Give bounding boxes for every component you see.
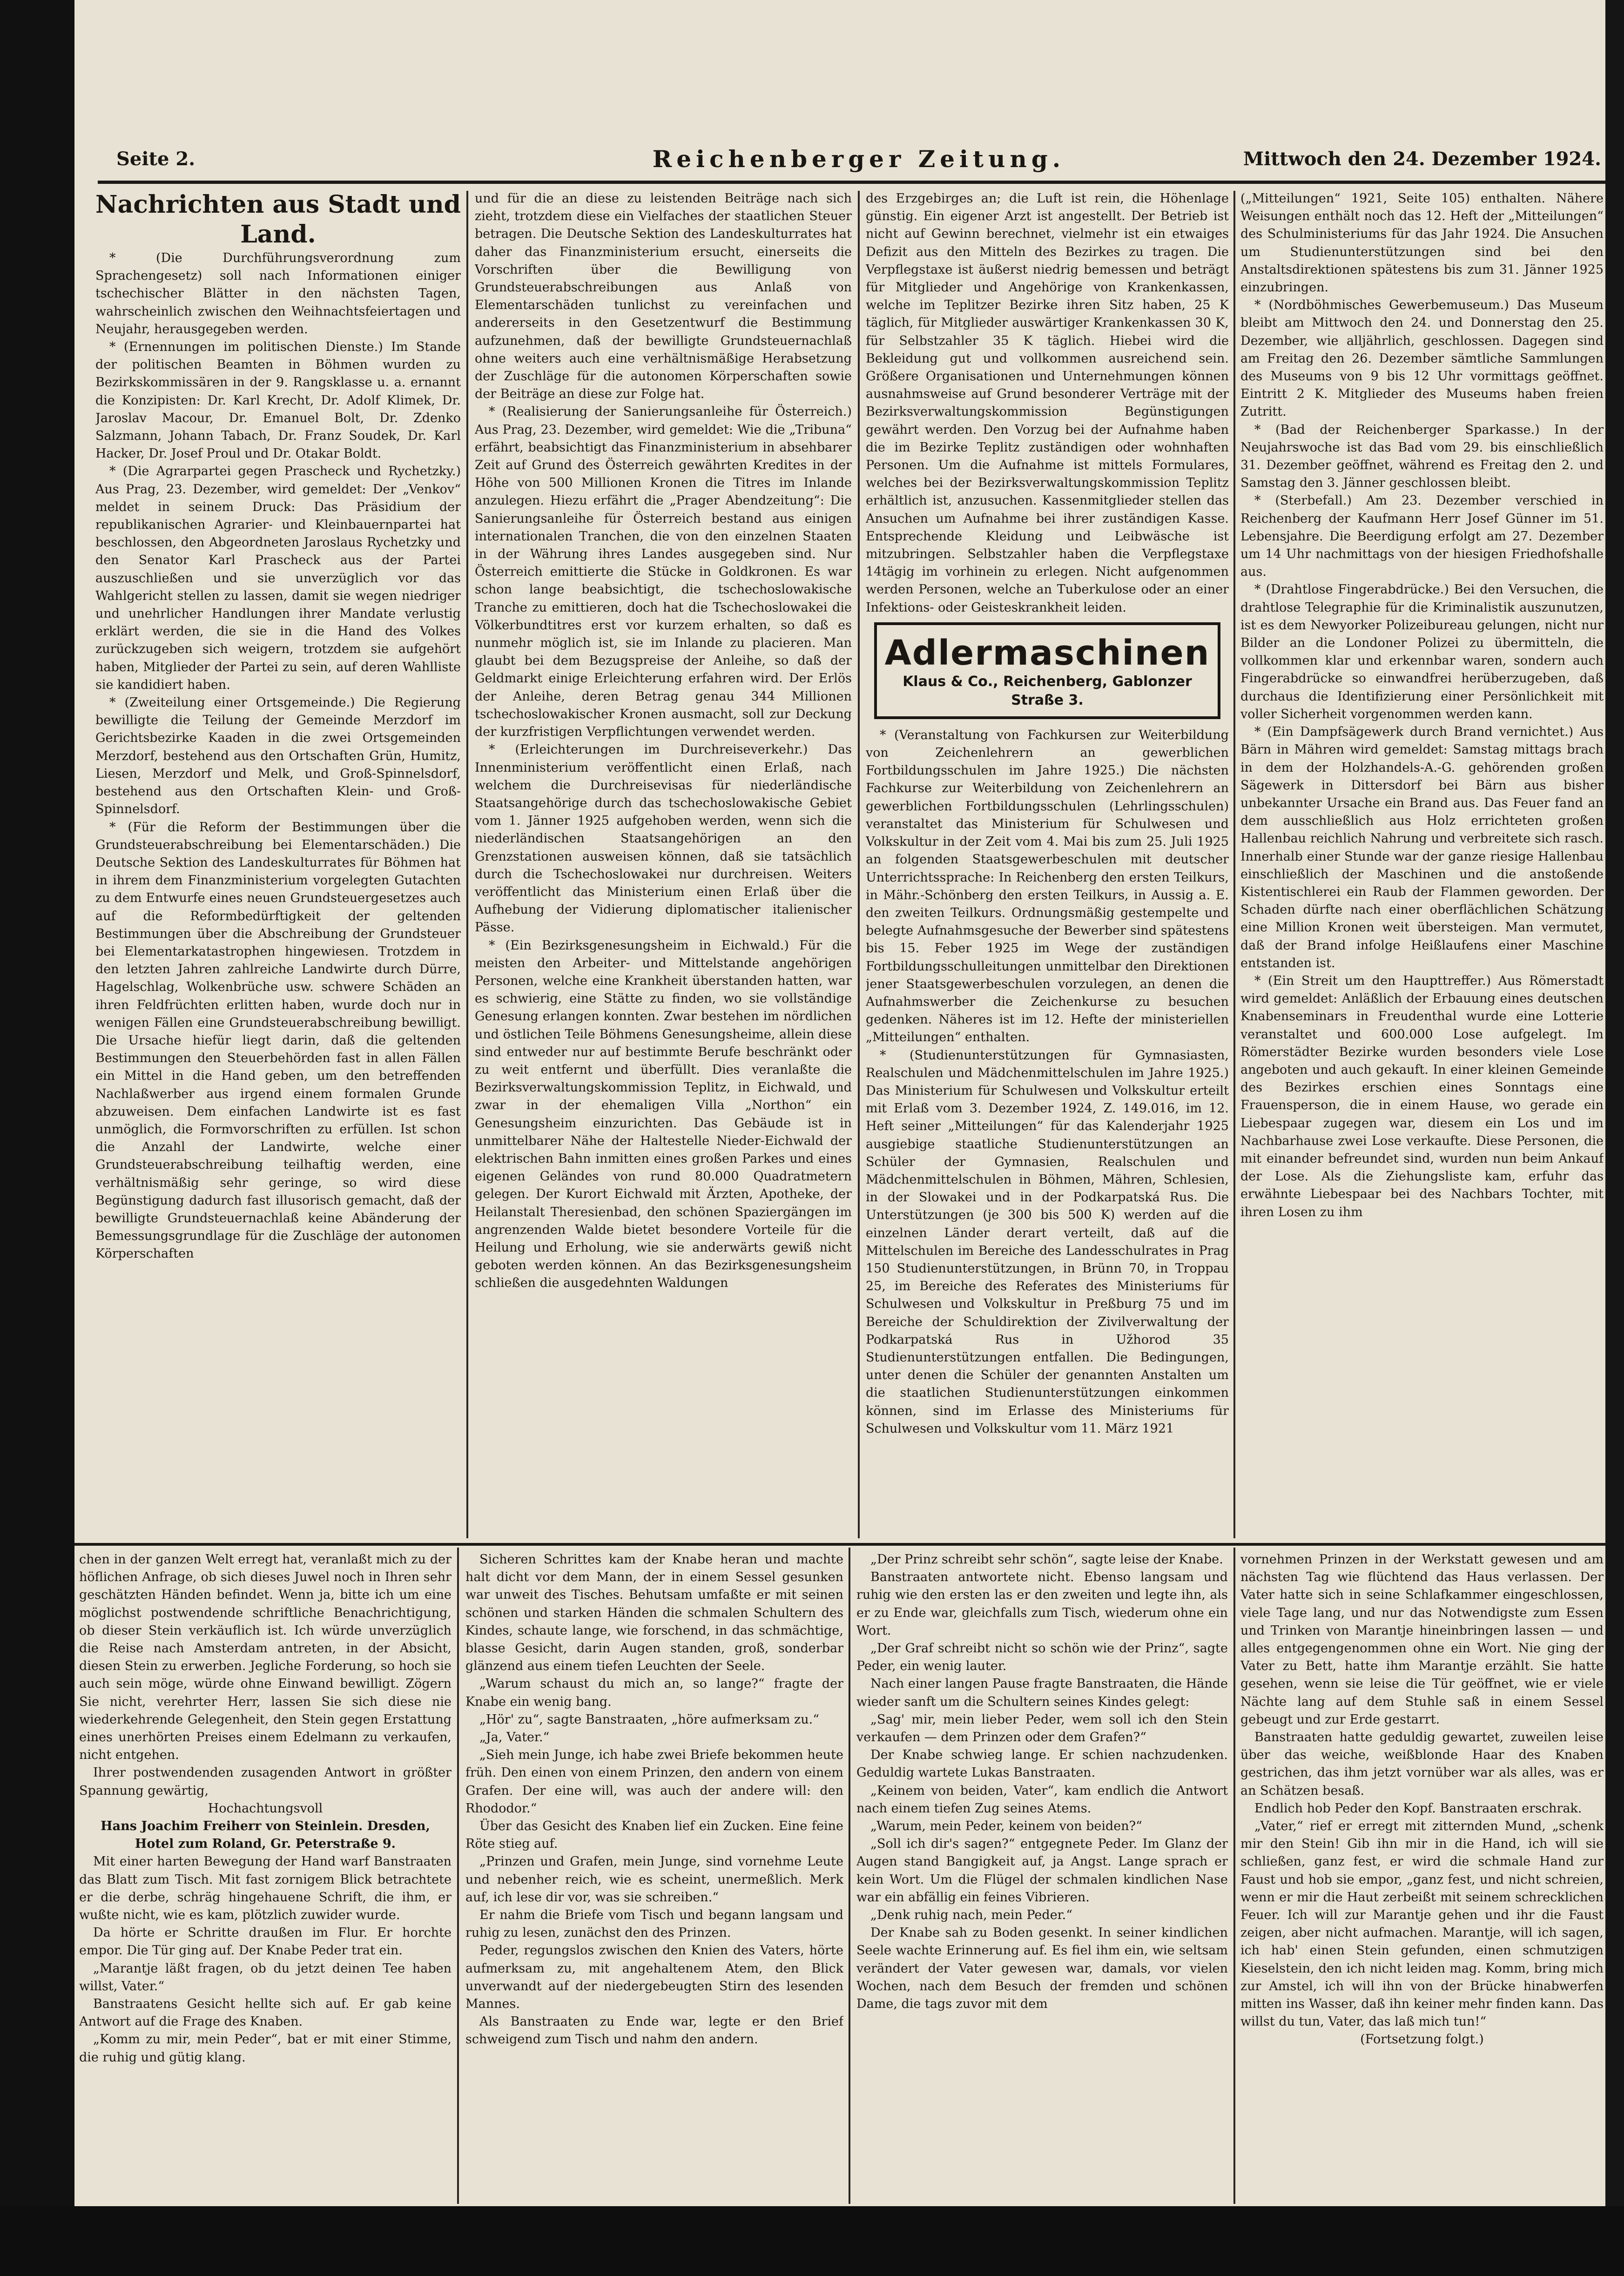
story-paragraph: Sicheren Schrittes kam der Knabe heran und machte halt dicht vor dem Mann, der in einem Sessel gesunken war unweit des Tisches. Behutsam umfaßte er mit seinen schönen und starken Händen die schmalen Schultern des Kindes, schaute lange, wie forschend, in das schmächtige, blasse Gesicht, darin Augen standen, groß, sonderbar glänzend aus einem tiefen Leuchten der Seele. bbox=[465, 1552, 843, 1674]
story-column-3 bbox=[856, 1551, 1228, 2205]
column-rule bbox=[1233, 191, 1235, 1538]
story-paragraph: „Marantje läßt fragen, ob du jetzt deinen Tee haben willst, Vater.“ bbox=[79, 1961, 451, 1993]
column-3 bbox=[866, 190, 1229, 1540]
article: * (Erleichterungen im Durchreiseverkehr.) Das Innenministerium veröffentlicht einen Erlaß, nach welchem die Durchreisevisas für niederländische Staatsangehörige durch das tschechoslowakische Gebiet vom 1. Jänner 1925 aufgehoben werden, wenn sich die niederländischen Staatsangehörigen an den Grenzstationen ausweisen können, daß sie tatsächlich durch die Tschechoslowakei nur durchreisen. Weiters veröffentlicht das Ministerium einen Erlaß über die Aufhebung der Vidierung diplomatischer italienischer Pässe. bbox=[475, 742, 852, 935]
article: * (Ein Streit um den Haupttreffer.) Aus Römerstadt wird gemeldet: Anläßlich der Erbauung eines deutschen Knabenseminars in Freudenthal wurde eine Lotterie veranstaltet und 600.000 Lose aufgelegt. Im Römerstädter Bezirke wurden besonders viele Lose angeboten und auch gekauft. In einer kleinen Gemeinde des Bezirkes erschien eines Sonntags eine Frauensperson, die in einem Hause, wo gerade ein Liebespaar zugegen war, diesem ein Los und im Nachbarhause zwei Lose verkaufte. Diese Personen, die mit einander befreundet sind, wurden nun beim Ankauf der Lose. Als die Ziehungsliste kam, erfuhr das erwähnte Liebespaar bei des Nachbars Tochter, mit ihren Losen zu ihm bbox=[1240, 973, 1604, 1219]
story-paragraph: Der Knabe schwieg lange. Er schien nachzudenken. Geduldig wartete Lukas Banstraaten. bbox=[856, 1748, 1228, 1780]
column-rule bbox=[858, 191, 860, 1538]
column-2 bbox=[475, 190, 852, 1540]
story-signature: Hans Joachim Freiherr von Steinlein. Dresden, Hotel zum Roland, Gr. Peterstraße 9. bbox=[101, 1819, 430, 1852]
article: * (Drahtlose Fingerabdrücke.) Bei den Versuchen, die drahtlose Telegraphie für die Kriminalistik auszunutzen, ist es dem Newyorker Polizeibureau gelungen, nicht nur Bilder an die Londoner Polizei zu übermitteln, die vollkommen klar und erkennbar waren, sondern auch Fingerabdrücke so einwandfrei herüberzugeben, daß durchaus die Identifizierung einer Persönlichkeit mit voller Sicherheit vorgenommen werden kann. bbox=[1240, 582, 1604, 721]
ad-address: Klaus & Co., Reichenberg, Gablonzer Straße 3. bbox=[903, 673, 1192, 708]
story-paragraph: Peder, regungslos zwischen den Knien des Vaters, hörte aufmerksam zu, mit angehaltenem Atem, den Blick unverwandt auf der niedergebeugten Stirn des lesenden Mannes. bbox=[465, 1943, 843, 2012]
column-4 bbox=[1240, 190, 1604, 1540]
article: * (Sterbefall.) Am 23. Dezember verschied in Reichenberg der Kaufmann Herr Josef Günner im 51. Lebensjahre. Die Beerdigung erfolgt am 27. Dezember um 14 Uhr nachmittags von der hiesigen Friedhofshalle aus. bbox=[1240, 493, 1604, 579]
story-column-1 bbox=[79, 1551, 451, 2205]
section-heading: Nachrichten aus Stadt und Land. bbox=[95, 190, 461, 249]
issue-date: Mittwoch den 24. Dezember 1924. bbox=[1243, 148, 1601, 170]
article: * (Veranstaltung von Fachkursen zur Weiterbildung von Zeichenlehrern an gewerblichen Fortbildungsschulen im Jahre 1925.) Die nächsten Fachkurse zur Weiterbildung von Zeichenlehrern an gewerblichen Fortbildungsschulen (Lehrlingsschulen) veranstaltet das Ministerium für Schulwesen und Volkskultur in der Zeit vom 4. Mai bis zum 25. Juli 1925 an folgenden Staatsgewerbeschulen mit deutscher Unterrichtssprache: In Reichenberg den ersten Teilkurs, in Mähr.-Schönberg den ersten Teilkurs, in Aussig a. E. den zweiten Teilkurs. Ordnungsmäßig gestempelte und belegte Aufnahmsgesuche der Bewerber sind spätestens bis 15. Feber 1925 im Wege der zuständigen Fortbildungsschulleitungen unmittelbar den Direktionen jener Staatsgewerbeschulen vorzulegen, an denen die Aufnahmswerber die Zeichenkurse zu besuchen gedenken. Näheres ist im 12. Hefte der ministeriellen „Mitteilungen“ enthalten. bbox=[866, 727, 1229, 1045]
column-rule bbox=[466, 191, 468, 1538]
masthead-rule bbox=[98, 181, 1606, 184]
story-paragraph: „Hör' zu“, sagte Banstraaten, „höre aufmerksam zu.“ bbox=[479, 1712, 820, 1727]
story-paragraph: Banstraaten antwortete nicht. Ebenso langsam und ruhig wie den ersten las er den zweiten und legte ihn, als er zu Ende war, gleichfalls zum Tisch, wiederum ohne ein Wort. bbox=[856, 1570, 1228, 1638]
story-paragraph: „Denk ruhig nach, mein Peder.“ bbox=[870, 1908, 1073, 1923]
ad-title: Adlermaschinen bbox=[884, 633, 1210, 673]
story-paragraph: chen in der ganzen Welt erregt hat, veranlaßt mich zu der höflichen Anfrage, ob sich dieses Juwel noch in Ihren sehr geschätzten Händen befindet. Wenn ja, bitte ich um eine möglichst postwendende schriftliche Benachrichtigung, ob dieser Stein verkäuflich ist. Ich würde unverzüglich die Reise nach Amsterdam antreten, in der Absicht, diesen Stein zu erwerben. Jegliche Forderung, so hoch sie auch sein möge, würde ohne Einwand bewilligt. Zögern Sie nicht, verehrter Herr, lassen Sie sich diese nie wiederkehrende Gelegenheit, den Stein gegen Erstattung eines unerhörten Preises einem Edelmann zu verkaufen, nicht entgehen. bbox=[79, 1552, 451, 1763]
scan-edge bbox=[1605, 0, 1624, 2276]
story-paragraph: „Sieh mein Junge, ich habe zwei Briefe bekommen heute früh. Den einen von einem Prinzen, den andern von einem Grafen. Der eine will, was auch der andere will: den Rhododor.“ bbox=[465, 1748, 843, 1816]
article-continuation: des Erzgebirges an; die Luft ist rein, die Höhenlage günstig. Ein eigener Arzt ist angestellt. Der Betrieb ist nicht auf Gewinn berechnet, vielmehr ist ein etwaiges Defizit aus den Mitteln des Bezirkes zu tragen. Die Verpflegstaxe ist äußerst niedrig bemessen und beträgt für Mitglieder und Angehörige von Krankenkassen, welche im Teplitzer Bezirke ihren Sitz haben, 25 K täglich, für Mitglieder auswärtiger Krankenkassen 30 K, für Selbstzahler 35 K täglich. Hiebei wird die Bekleidung gut und vollkommen ausreichend sein. Größere Organisationen und Unternehmungen können ausnahmsweise auf Grund besonderer Verträge mit der Bezirksverwaltungskommission Begünstigungen gewährt werden. Den Vorzug bei der Aufnahme haben die im Bezirke Teplitz zuständigen oder wohnhaften Personen. Um die Aufnahme ist mittels Formulares, welches bei der Bezirksverwaltungskommission Teplitz erhältlich ist, anzusuchen. Kassenmitglieder stellen das Ansuchen um Aufnahme bei ihrer zuständigen Kasse. Entsprechende Kleidung und Leibwäsche ist mitzubringen. Selbstzahler haben die Verpflegstaxe 14tägig im vorhinein zu erlegen. Nicht aufgenommen werden Personen, welche an Tuberkulose oder an einer Infektions- oder Geisteskrankheit leiden. bbox=[866, 191, 1229, 615]
story-paragraph: Endlich hob Peder den Kopf. Banstraaten erschrak. bbox=[1254, 1801, 1582, 1816]
story-paragraph: Ihrer postwendenden zusagenden Antwort in größter Spannung gewärtig, bbox=[79, 1765, 451, 1798]
story-paragraph: „Sag' mir, mein lieber Peder, wem soll ich den Stein verkaufen — dem Prinzen oder dem Grafen?“ bbox=[856, 1712, 1228, 1745]
article: * (Ein Dampfsägewerk durch Brand vernichtet.) Aus Bärn in Mähren wird gemeldet: Samstag mittags brach in dem der Holzhandels-A.-G. gehörenden großen Sägewerk in Dittersdorf bei Bärn aus bisher unbekannter Ursache ein Brand aus. Das Feuer fand an dem ausschließlich aus Holz errichteten großen Hallenbau reichlich Nahrung und verbreitete sich rasch. Innerhalb einer Stunde war der ganze riesige Hallenbau einschließlich der Maschinen und die anstoßende Kistentischlerei ein Raub der Flammen geworden. Der Schaden dürfte nach einer oberflächlichen Schätzung eine Million Kronen weit übersteigen. Man vermutet, daß der Brand infolge Heißlaufens einer Maschine entstanden ist. bbox=[1240, 725, 1604, 970]
story-paragraph: Nach einer langen Pause fragte Banstraaten, die Hände wieder sanft um die Schultern seines Kindes gelegt: bbox=[856, 1677, 1228, 1709]
newspaper-title: Reichenberger Zeitung. bbox=[652, 145, 1065, 173]
article: * (Bad der Reichenberger Sparkasse.) In der Neujahrswoche ist das Bad vom 29. bis einschließlich 31. Dezember geöffnet, während es Freitag den 2. und Samstag den 3. Jänner geschlossen bleibt. bbox=[1240, 422, 1604, 491]
story-paragraph: „Ja, Vater.“ bbox=[479, 1730, 550, 1745]
article-continuation: („Mitteilungen“ 1921, Seite 105) enthalten. Nähere Weisungen enthält noch das 12. Heft der „Mitteilungen“ des Schulministeriums für das Jahr 1924. Die Ansuchen um Studienunterstützungen sind bei den Anstaltsdirektionen spätestens bis zum 31. Jänner 1925 einzubringen. bbox=[1240, 191, 1604, 295]
story-column-2 bbox=[465, 1551, 843, 2205]
story-paragraph: Als Banstraaten zu Ende war, legte er den Brief schweigend zum Tisch und nahm den andern. bbox=[465, 2014, 843, 2047]
story-paragraph: Hochachtungsvoll bbox=[208, 1801, 323, 1816]
story-paragraph: Über das Gesicht des Knaben lief ein Zucken. Eine feine Röte stieg auf. bbox=[465, 1819, 843, 1852]
story-paragraph: „Warum, mein Peder, keinem von beiden?“ bbox=[870, 1819, 1142, 1834]
story-paragraph: Banstraaten hatte geduldig gewartet, zuweilen leise über das weiche, weißblonde Haar des Knaben gestrichen, das ihm jetzt vornüber war als alles, was er an Schätzen besaß. bbox=[1240, 1730, 1604, 1798]
story-paragraph: „Warum schaust du mich an, so lange?“ fragte der Knabe ein wenig bang. bbox=[465, 1677, 843, 1709]
column-rule bbox=[457, 1548, 459, 2204]
article: * (Studienunterstützungen für Gymnasiasten, Realschulen und Mädchenmittelschulen im Jahre 1925.) Das Ministerium für Schulwesen und Volkskultur erteilt mit Erlaß vom 3. Dezember 1924, Z. 149.016, im 12. Heft seiner „Mitteilungen“ für das Kalenderjahr 1925 ausgiebige staatliche Studienunterstützungen an Schüler der Gymnasien, Realschulen und Mädchenmittelschulen in Böhmen, Mähren, Schlesien, in der Slowakei und in der Podkarpatská Rus. Die Unterstützungen (je 300 bis 500 K) werden auf die einzelnen Länder derart verteilt, daß auf die Mittelschulen im Bereiche des Landesschulrates in Prag 150 Studienunterstützungen, in Brünn 70, in Troppau 25, im Bereiche des Referates des Ministeriums für Schulwesen und Volkskultur in Preßburg 75 und im Bereiche der Schuldirektion der Zivilverwaltung der Podkarpatská Rus in Užhorod 35 Studienunterstützungen entfallen. Die Bedingungen, unter denen die Schüler der genannten Anstalten um die staatlichen Studienunterstützungen einkommen können, sind im Erlasse des Ministeriums für Schulwesen und Volkskultur vom 11. März 1921 bbox=[866, 1048, 1229, 1436]
story-paragraph: „Komm zu mir, mein Peder“, bat er mit einer Stimme, die ruhig und gütig klang. bbox=[79, 2032, 451, 2065]
article: * (Die Agrarpartei gegen Prascheck und Rychetzky.) Aus Prag, 23. Dezember, wird gemeldet: Der „Venkov“ meldet in seinem Druck: Das Präsidium der republikanischen Agrarier- und Kleinbauernpartei hat beschlossen, den Abgeordneten Jaroslaus Rychetzky und den Senator Karl Prascheck aus der Partei auszuschließen und sie unverzüglich vor das Wahlgericht stellen zu lassen, damit sie wegen niedriger und unehrlicher Handlungen ihrer Mandate verlustig erklärt werden, die sie in die Hand des Volkes zurückzugeben sich weigern, trotzdem sie aufgehört haben, Mitglieder der Partei zu sein, auf deren Wahlliste sie kandidiert haben. bbox=[95, 464, 461, 692]
column-rule bbox=[849, 1548, 850, 2204]
story-paragraph: „Keinem von beiden, Vater“, kam endlich die Antwort nach einem tiefen Zug seines Atems. bbox=[856, 1783, 1228, 1816]
column-1 bbox=[95, 190, 461, 1540]
story-paragraph: Der Knabe sah zu Boden gesenkt. In seiner kindlichen Seele wachte Erinnerung auf. Es fiel ihm ein, wie seltsam verändert der Vater gewesen war, damals, vor vielen Wochen, nach dem Besuch der fremden und schönen Dame, die tags zuvor mit dem bbox=[856, 1926, 1228, 2012]
page-number: Seite 2. bbox=[116, 148, 195, 170]
story-paragraph: Mit einer harten Bewegung der Hand warf Banstraaten das Blatt zum Tisch. Mit fast zornigem Blick betrachtete er die derbe, schräg hingehauene Schrift, die ihm, er wußte nicht, wie es kam, plötzlich zuwider wurde. bbox=[79, 1854, 451, 1923]
masthead bbox=[116, 145, 1601, 178]
story-paragraph: „Prinzen und Grafen, mein Junge, sind vornehme Leute und nebenher reich, wie es scheint, unermeßlich. Merk auf, ich lese dir vor, was sie schreiben.“ bbox=[465, 1854, 843, 1905]
advertisement bbox=[874, 622, 1220, 719]
story-paragraph: „Soll ich dir's sagen?“ entgegnete Peder. Im Glanz der Augen stand Bangigkeit auf, ja Angst. Lange sprach er kein Wort. Um die Flügel der schmalen kindlichen Nase war ein abfällig ein feines Vibrieren. bbox=[856, 1837, 1228, 1905]
story-paragraph: Banstraatens Gesicht hellte sich auf. Er gab keine Antwort auf die Frage des Knaben. bbox=[79, 1997, 451, 2029]
article: * (Ein Bezirksgenesungsheim in Eichwald.) Für die meisten den Arbeiter- und Mittelstande angehörigen Personen, welche eine Krankheit überstanden hatten, war es schwierig, eine Stätte zu finden, wo sie vollständige Genesung erlangen konnten. Zwar bestehen im nördlichen und östlichen Teile Böhmens Genesungsheime, allein diese sind entweder nur auf bestimmte Berufe beschränkt oder zu weit entfernt und überfüllt. Dies veranlaßte die Bezirksverwaltungskommission Teplitz, in Eichwald, und zwar in der ehemaligen Villa „Northon“ ein Genesungsheim einzurichten. Das Gebäude ist in unmittelbarer Nähe der Haltestelle Nieder-Eichwald der elektrischen Bahn inmitten eines großen Parkes und eines eigenen Geländes von rund 80.000 Quadratmetern gelegen. Der Kurort Eichwald mit Ärzten, Apotheke, der Heilanstalt Theresienbad, den schönen Spaziergängen im angrenzenden Walde bietet besondere Vorteile für die Heilung und Erholung, wie sie anderwärts gewiß nicht geboten werden können. An das Bezirksgenesungsheim schließen die ausgedehnten Waldungen bbox=[475, 938, 852, 1291]
story-paragraph: „Der Prinz schreibt sehr schön“, sagte leise der Knabe. bbox=[870, 1552, 1223, 1567]
column-rule bbox=[1233, 1548, 1235, 2204]
article: * (Für die Reform der Bestimmungen über die Grundsteuerabschreibung bei Elementarschäden.) Die Deutsche Sektion des Landeskulturrates für Böhmen hat in ihrem dem Finanzministerium vorgelegten Gutachten zu dem Entwurfe eines neuen Grundsteuergesetzes auch auf die Reformbedürftigkeit der geltenden Bestimmungen über die Abschreibung der Grundsteuer bei Elementarkatastrophen hingewiesen. Trotzdem in den letzten Jahren zahlreiche Landwirte durch Dürre, Hagelschlag, Wolkenbrüche usw. schwere Schäden an ihren Feldfrüchten erlitten haben, wurde doch nur in wenigen Fällen eine Grundsteuerabschreibung bewilligt. Die Ursache hiefür liegt darin, daß die geltenden Bestimmungen den Steuerbehörden fast in allen Fällen ein Mittel in die Hand geben, um den betreffenden Nachlaßwerber aus irgend einem formalen Grunde abzuweisen. Dem einfachen Landwirte ist es fast unmöglich, die Formvorschriften zu erfüllen. Ist schon die Anzahl der Landwirte, welche einer Grundsteuerabschreibung teilhaftig werden, eine verhältnismäßig sehr geringe, so wird diese Begünstigung dadurch fast illusorisch gemacht, daß der bewilligte Grundsteuernachlaß keine Abänderung der Bemessungsgrundlage für die Zuschläge der autonomen Körperschaften bbox=[95, 820, 461, 1261]
story-paragraph: „Vater,“ rief er erregt mit zitternden Mund, „schenk mir den Stein! Gib ihn mir in die Hand, ich will sie schließen, ganz fest, er wird die schmale Hand zur Faust und hob sie empor, „ganz fest, und nicht schreien, wenn er mir die Haut zerbeißt mit seinem schrecklichen Feuer. Ich will zur Marantje gehen und ihr die Faust zeigen, aber nicht aufmachen. Marantje, will ich sagen, ich hab' einen Stein gefunden, einen schmutzigen Kieselstein, den ich nicht leiden mag. Komm, bring mich zur Amstel, ich will ihn von der Brücke hinabwerfen mitten ins Wasser, daß ihn keiner mehr finden kann. Das willst du tun, Vater, das laß mich tun!“ bbox=[1240, 1819, 1604, 2029]
article-continuation: und für die an diese zu leistenden Beiträge nach sich zieht, trotzdem diese ein Vielfaches der staatlichen Steuer betragen. Die Deutsche Sektion des Landeskulturrates hat daher das Finanzministerium ersucht, einerseits die Vorschriften über die Bewilligung von Grundsteuerabschreibungen aus Anlaß von Elementarschäden tunlichst zu vereinfachen und andererseits in den Gesetzentwurf die Bestimmung aufzunehmen, daß der bewilligte Grundsteuernachlaß ohne weiters auch eine verhältnismäßige Herabsetzung der Zuschläge für die autonomen Körperschaften sowie der Beiträge an diese zur Folge hat. bbox=[475, 191, 852, 402]
story-paragraph: vornehmen Prinzen in der Werkstatt gewesen und am nächsten Tag wie flüchtend das Haus verlassen. Der Vater hatte sich in seine Schlafkammer eingeschlossen, viele Tage lang, und nur das Notwendigste zum Essen und Trinken von Marantje hineinbringen lassen — und alles entgegengenommen ohne ein Wort. Nie ging der Vater zu Bett, hatte ihm Marantje erzählt. Sie hatte gesehen, wenn sie leise die Tür geöffnet, wie er viele Nächte lang auf dem Stuhle saß in einem Sessel gebeugt und zur Erde gestarrt. bbox=[1240, 1552, 1604, 1727]
story-paragraph: „Der Graf schreibt nicht so schön wie der Prinz“, sagte Peder, ein wenig lauter. bbox=[856, 1641, 1228, 1674]
article: * (Die Durchführungsverordnung zum Sprachengesetz) soll nach Informationen einiger tschechischer Blätter in den nächsten Tagen, wahrscheinlich zwischen den Weihnachtsfeiertagen und Neujahr, herausgegeben werden. bbox=[95, 251, 461, 337]
story-paragraph: Da hörte er Schritte draußen im Flur. Er horchte empor. Die Tür ging auf. Der Knabe Peder trat ein. bbox=[79, 1926, 451, 1958]
article: * (Realisierung der Sanierungsanleihe für Österreich.) Aus Prag, 23. Dezember, wird gemeldet: Wie die „Tribuna“ erfährt, beabsichtigt das Finanzministerium in absehbarer Zeit auf Grund des Österreich gewährten Kredites in der Höhe von 500 Millionen Kronen die Titres im Inlande anzulegen. Hiezu erfährt die „Prager Abendzeitung“: Die Sanierungsanleihe für Österreich bestand aus einigen internationalen Tranchen, die von den einzelnen Staaten in der Währung ihres Landes ausgegeben sind. Nur Österreich emittierte die Stücke in Goldkronen. Es war schon lange beabsichtigt, die tschechoslowakische Tranche zu emittieren, doch hat die Tschechoslowakei die Völkerbundtitres erst vor kurzem erhalten, so daß es nunmehr möglich ist, sie im Inlande zu placieren. Man glaubt bei dem Bezugspreise der Anleihe, so daß der Geldmarkt einige Erleichterung erfahren wird. Der Erlös der Anleihe, deren Betrag genau 344 Millionen tschechoslowakischer Kronen ausmacht, soll zur Deckung der kurzfristigen Verpflichtungen verwendet werden. bbox=[475, 404, 852, 740]
article: * (Nordböhmisches Gewerbemuseum.) Das Museum bleibt am Mittwoch den 24. und Donnerstag den 25. Dezember, wie alljährlich, geschlossen. Dagegen sind am Freitag den 26. Dezember sämtliche Sammlungen des Museums von 9 bis 12 Uhr vormittags geöffnet. Eintritt 2 K. Mitglieder des Museums haben freien Zutritt. bbox=[1240, 298, 1604, 419]
story-column-4 bbox=[1240, 1551, 1604, 2205]
feuilleton-rule bbox=[74, 1543, 1606, 1546]
article: * (Ernennungen im politischen Dienste.) Im Stande der politischen Beamten in Böhmen wurden zu Bezirkskommissären in der 9. Rangsklasse u. a. ernannt die Konzipisten: Dr. Karl Krecht, Dr. Adolf Klimek, Dr. Jaroslav Macour, Dr. Emanuel Bolt, Dr. Zdenko Salzmann, Johann Tabach, Dr. Franz Soudek, Dr. Karl Hacker, Dr. Josef Proul und Dr. Otakar Boldt. bbox=[95, 340, 461, 461]
continuation-note: (Fortsetzung folgt.) bbox=[1360, 2032, 1484, 2047]
article: * (Zweiteilung einer Ortsgemeinde.) Die Regierung bewilligte die Teilung der Gemeinde Merzdorf im Gerichtsbezirke Kaaden in die zwei Ortsgemeinden Merzdorf, bestehend aus den Ortschaften Grün, Humitz, Liesen, Merzdorf und Melk, und Groß-Spinnelsdorf, bestehend aus den Ortschaften Klein- und Groß-Spinnelsdorf. bbox=[95, 695, 461, 817]
story-paragraph: Er nahm die Briefe vom Tisch und begann langsam und ruhig zu lesen, zunächst den des Prinzen. bbox=[465, 1908, 843, 1940]
